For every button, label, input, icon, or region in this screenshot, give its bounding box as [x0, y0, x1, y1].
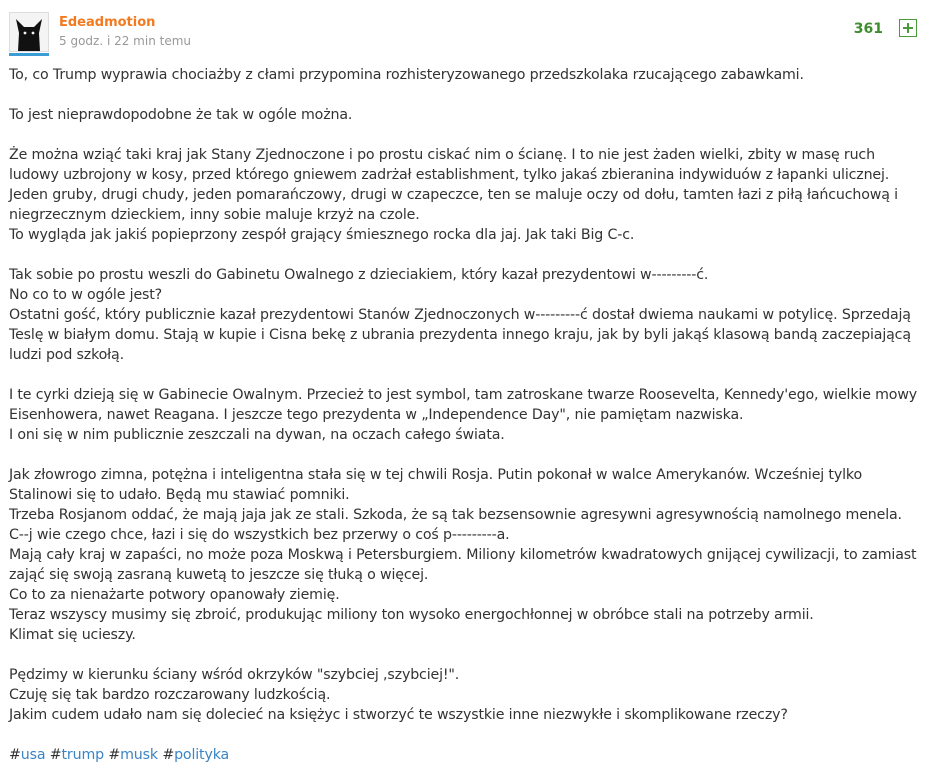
plus-square-icon[interactable] [899, 19, 917, 37]
tag-trump [50, 747, 104, 763]
tag-link[interactable]: musk [120, 747, 158, 763]
paragraph [9, 265, 919, 365]
paragraph [9, 385, 922, 445]
vote-count: 361 [853, 21, 883, 37]
text-line: To jest nieprawdopodobne że tak w ogóle można. [9, 107, 353, 123]
black-cat-avatar-icon[interactable] [9, 12, 49, 52]
text-line: Mają cały kraj w zapaści, no może poza Moskwą i Petersburgiem. Miliony kilometrów kwadratowych gnijącej cywilizacji, to zamiast zająć się swoją zasraną kuwetą to jeszcze się tłuką o więcej. [9, 547, 921, 583]
text-line: Że można wziąć taki kraj jak Stany Zjednoczone i po prostu ciskać nim o ścianę. I to nie jest żaden wielki, zbity w masę ruch ludowy uzbrojony w kosy, przed którego gniewem zadrżał establishment, tylko jakaś zbieranina indywiduów z łapanki ulicznej. Jeden gruby, drugi chudy, jeden pomarańczowy, drugi w czapeczce, ten se maluje oczy od dołu, tamten łazi z piłą łańcuchową i niegrzecznym dzieckiem, inny sobie maluje krzyż na czole. [9, 147, 903, 223]
text-line: Trzeba Rosjanom oddać, że mają jaja jak ze stali. Szkoda, że są tak bezsensownie agresywni agresywnością namolnego menela. C--j wie czego chce, łazi i się do wszystkich bez przerwy o coś p---------a. [9, 507, 907, 543]
tag-link[interactable]: polityka [174, 747, 230, 763]
tag-link[interactable]: trump [61, 747, 104, 763]
text-line: To wygląda jak jakiś popieprzony zespół grający śmiesznego rocka dla jaj. Jak taki Big C-c. [9, 227, 635, 243]
paragraph [9, 465, 919, 645]
author-name[interactable]: Edeadmotion [59, 15, 156, 30]
paragraph [9, 665, 919, 725]
text-line: I te cyrki dzieją się w Gabinecie Owalnym. Przecież to jest symbol, tam zatroskane twarze Roosevelta, Kennedy'ego, wielkie mowy Eisenhowera, nawet Reagana. I jeszcze tego prezydenta w „Independence Day", nie pamiętam nazwiska. [9, 387, 922, 423]
text-line: Czuję się tak bardzo rozczarowany ludzkością. [9, 687, 331, 703]
tag-link[interactable]: usa [20, 747, 46, 763]
text-line: Pędzimy w kierunku ściany wśród okrzyków "szybciej ,szybciej!". [9, 667, 460, 683]
tag-musk [108, 747, 158, 763]
text-line: Jak złowrogo zimna, potężna i inteligentna stała się w tej chwili Rosja. Putin pokonał w walce Amerykanów. Wcześniej tylko Stalinowi się to udało. Będą mu stawiać pomniki. [9, 467, 867, 503]
text-line: Jakim cudem udało nam się dolecieć na księżyc i stworzyć te wszystkie inne niezwykłe i skomplikowane rzeczy? [9, 707, 788, 723]
text-line: Co to za nienażarte potwory opanowały ziemię. [9, 587, 340, 603]
tag-hash: # [162, 747, 175, 763]
tag-hash: # [49, 747, 62, 763]
tag-list [9, 745, 919, 765]
post-time: 5 godz. i 22 min temu [59, 34, 192, 48]
tag-polityka [162, 747, 229, 763]
paragraph [9, 65, 919, 85]
text-line: Tak sobie po prostu weszli do Gabinetu Owalnego z dzieciakiem, który kazał prezydentowi w---------ć. [9, 267, 709, 283]
text-line: I oni się w nim publicznie zeszczali na dywan, na oczach całego świata. [9, 427, 505, 443]
text-line: No co to w ogóle jest? [9, 287, 163, 303]
avatar-image [10, 13, 48, 51]
tag-usa [9, 747, 45, 763]
tag-hash: # [9, 747, 21, 763]
post-body [9, 65, 922, 765]
text-line: Ostatni gość, który publicznie kazał prezydentowi Stanów Zjednoczonych w---------ć dostał dwiema naukami w potylicę. Sprzedają Teslę w białym domu. Stają w kupie i Cisna bekę z ubrania prezydenta innego kraju, jak by byli jakąś klasową bandą zaczepiającą ludzi pod szkołą. [9, 307, 916, 363]
paragraph [9, 145, 919, 245]
paragraph [9, 105, 919, 125]
text-line: Teraz wszyscy musimy się zbroić, produkując miliony ton wysoko energochłonnej w obróbce stali na potrzeby armii. [9, 607, 814, 623]
text-line: To, co Trump wyprawia chociażby z cłami przypomina rozhisteryzowanego przedszkolaka rzucającego zabawkami. [9, 67, 804, 83]
avatar-underline [9, 53, 49, 56]
text-line: Klimat się ucieszy. [9, 627, 136, 643]
tag-hash: # [108, 747, 121, 763]
